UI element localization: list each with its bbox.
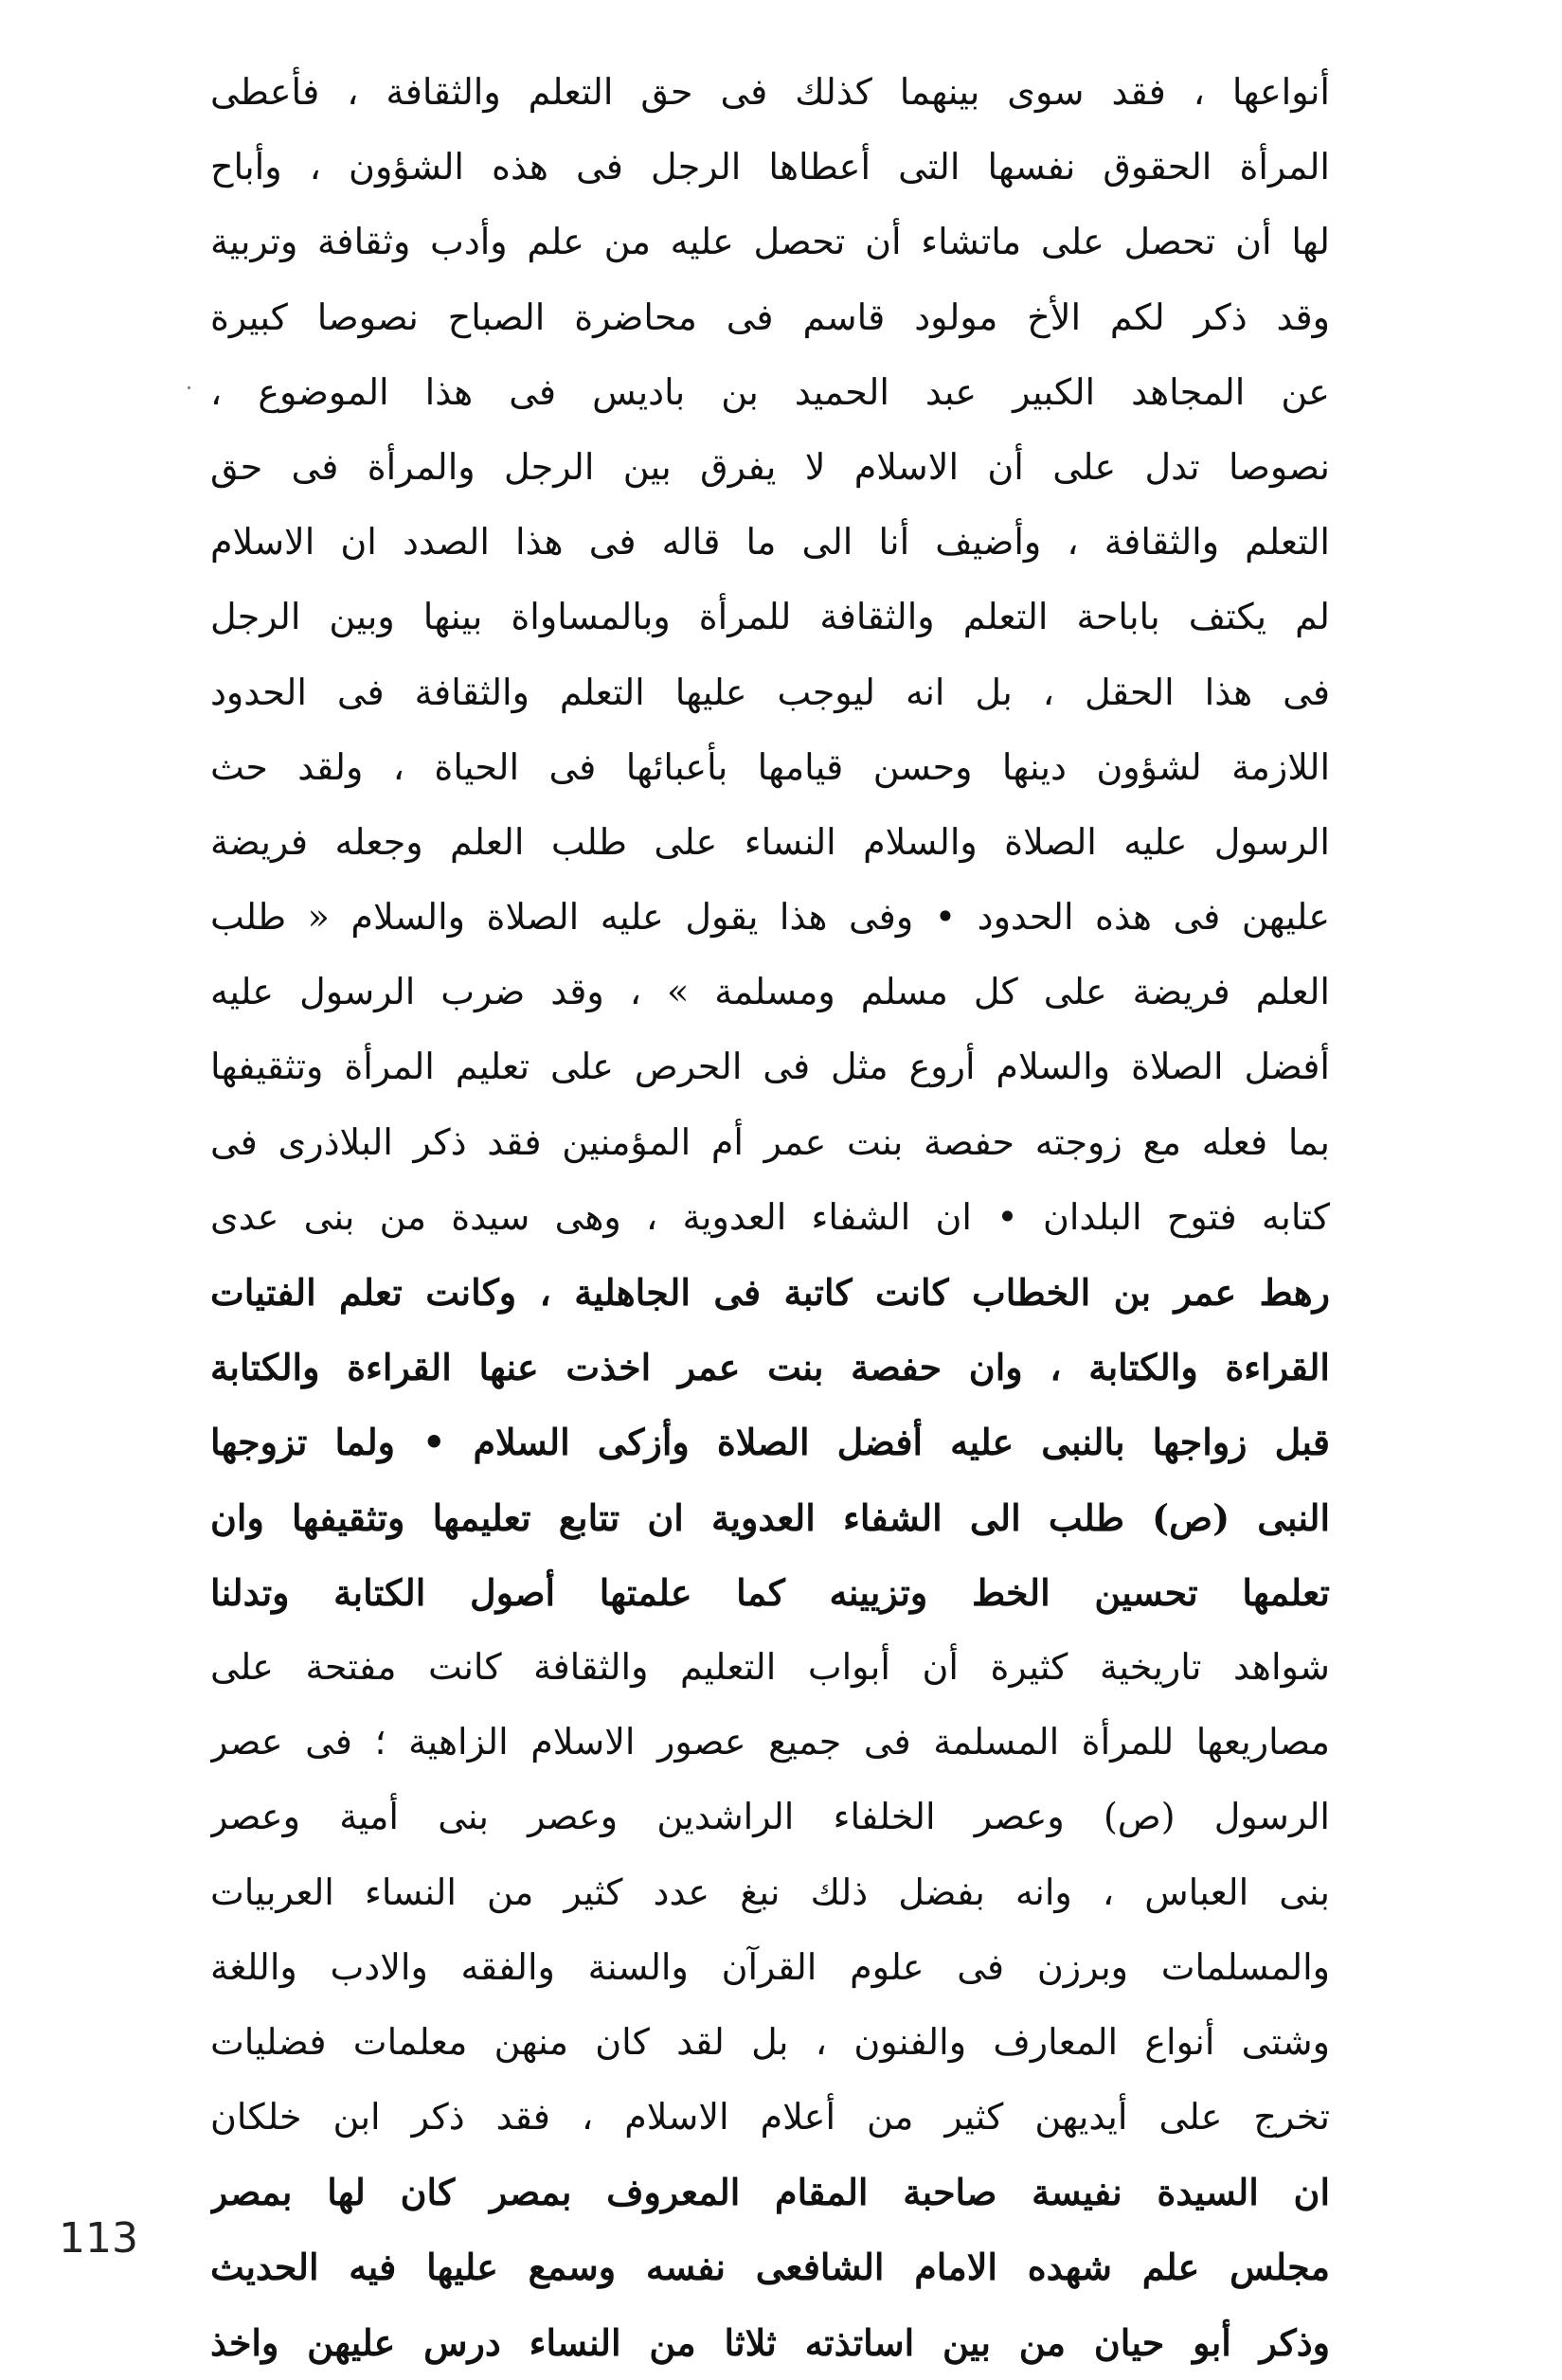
text-line: عن المجاهد الكبير عبد الحميد بن باديس فى هذا الموضوع ، [210,370,1330,413]
page-number: 113 [59,2214,138,2263]
text-line: لم يكتف باباحة التعلم والثقافة للمرأة وبالمساواة بينها وبين الرجل [210,596,1330,638]
text-line: تعلمها تحسين الخط وتزيينه كما علمتها أصول الكتابة وتدلنا [210,1570,1330,1614]
text-line: مجلس علم شهده الامام الشافعى نفسه وسمع عليها فيه الحديث [210,2246,1330,2289]
text-line: النبى (ص) طلب الى الشفاء العدوية ان تتابع تعليمها وتثقيفها وان [210,1495,1330,1539]
text-line: الرسول عليه الصلاة والسلام النساء على طلب العلم وجعله فريضة [210,820,1330,863]
body-text [210,55,1330,2380]
text-line: عليهن فى هذه الحدود • وفى هذا يقول عليه الصلاة والسلام « طلب [210,896,1330,939]
text-line: رهط عمر بن الخطاب كانت كاتبة فى الجاهلية ، وكانت تعلم الفتيات [210,1271,1330,1314]
text-line: فى هذا الحقل ، بل انه ليوجب عليها التعلم والثقافة فى الحدود [210,671,1330,713]
text-line: اللازمة لشؤون دينها وحسن قيامها بأعبائها فى الحياة ، ولقد حث [210,745,1330,788]
text-line: ان السيدة نفيسة صاحبة المقام المعروف بمصر كان لها بمصر [210,2171,1330,2214]
text-line: بما فعله مع زوجته حفصة بنت عمر أم المؤمنين فقد ذكر البلاذرى فى [210,1120,1330,1163]
text-line: لها أن تحصل على ماتشاء أن تحصل عليه من علم وأدب وثقافة وتربية [210,221,1330,263]
text-line: العلم فريضة على كل مسلم ومسلمة » ، وقد ضرب الرسول عليه [210,971,1330,1013]
scan-speck [188,386,190,389]
text-line: القراءة والكتابة ، وان حفصة بنت عمر اخذت عنها القراءة والكتابة [210,1346,1330,1389]
text-line: المرأة الحقوق نفسها التى أعطاها الرجل فى هذه الشؤون ، وأباح [210,146,1330,188]
text-line: أفضل الصلاة والسلام أروع مثل فى الحرص على تعليم المرأة وتثقيفها [210,1046,1330,1088]
text-line: وشتى أنواع المعارف والفنون ، بل لقد كان منهن معلمات فضليات [210,2020,1330,2063]
text-line: الرسول (ص) وعصر الخلفاء الراشدين وعصر بنى أمية وعصر [210,1796,1330,1838]
text-line: مصاريعها للمرأة المسلمة فى جميع عصور الاسلام الزاهية ؛ فى عصر [210,1721,1330,1763]
text-line: وقد ذكر لكم الأخ مولود قاسم فى محاضرة الصباح نصوصا كبيرة [210,295,1330,338]
text-line: التعلم والثقافة ، وأضيف أنا الى ما قاله فى هذا الصدد ان الاسلام [210,521,1330,564]
text-line: وذكر أبو حيان من بين اساتذته ثلاثا من النساء درس عليهن واخذ [210,2320,1330,2364]
text-line: شواهد تاريخية كثيرة أن أبواب التعليم والثقافة كانت مفتحة على [210,1645,1330,1688]
text-line: بنى العباس ، وانه بفضل ذلك نبغ عدد كثير من النساء العربيات [210,1870,1330,1913]
text-line: كتابه فتوح البلدان • ان الشفاء العدوية ، وهى سيدة من بنى عدى [210,1195,1330,1238]
text-line: نصوصا تدل على أن الاسلام لا يفرق بين الرجل والمرأة فى حق [210,445,1330,488]
text-line: أنواعها ، فقد سوى بينهما كذلك فى حق التعلم والثقافة ، فأعطى [210,71,1330,113]
text-line: قبل زواجها بالنبى عليه أفضل الصلاة وأزكى السلام • ولما تزوجها [210,1421,1330,1464]
text-line: والمسلمات وبرزن فى علوم القرآن والسنة والفقه والادب واللغة [210,1945,1330,1988]
text-line: تخرج على أيديهن كثير من أعلام الاسلام ، فقد ذكر ابن خلكان [210,2096,1330,2138]
